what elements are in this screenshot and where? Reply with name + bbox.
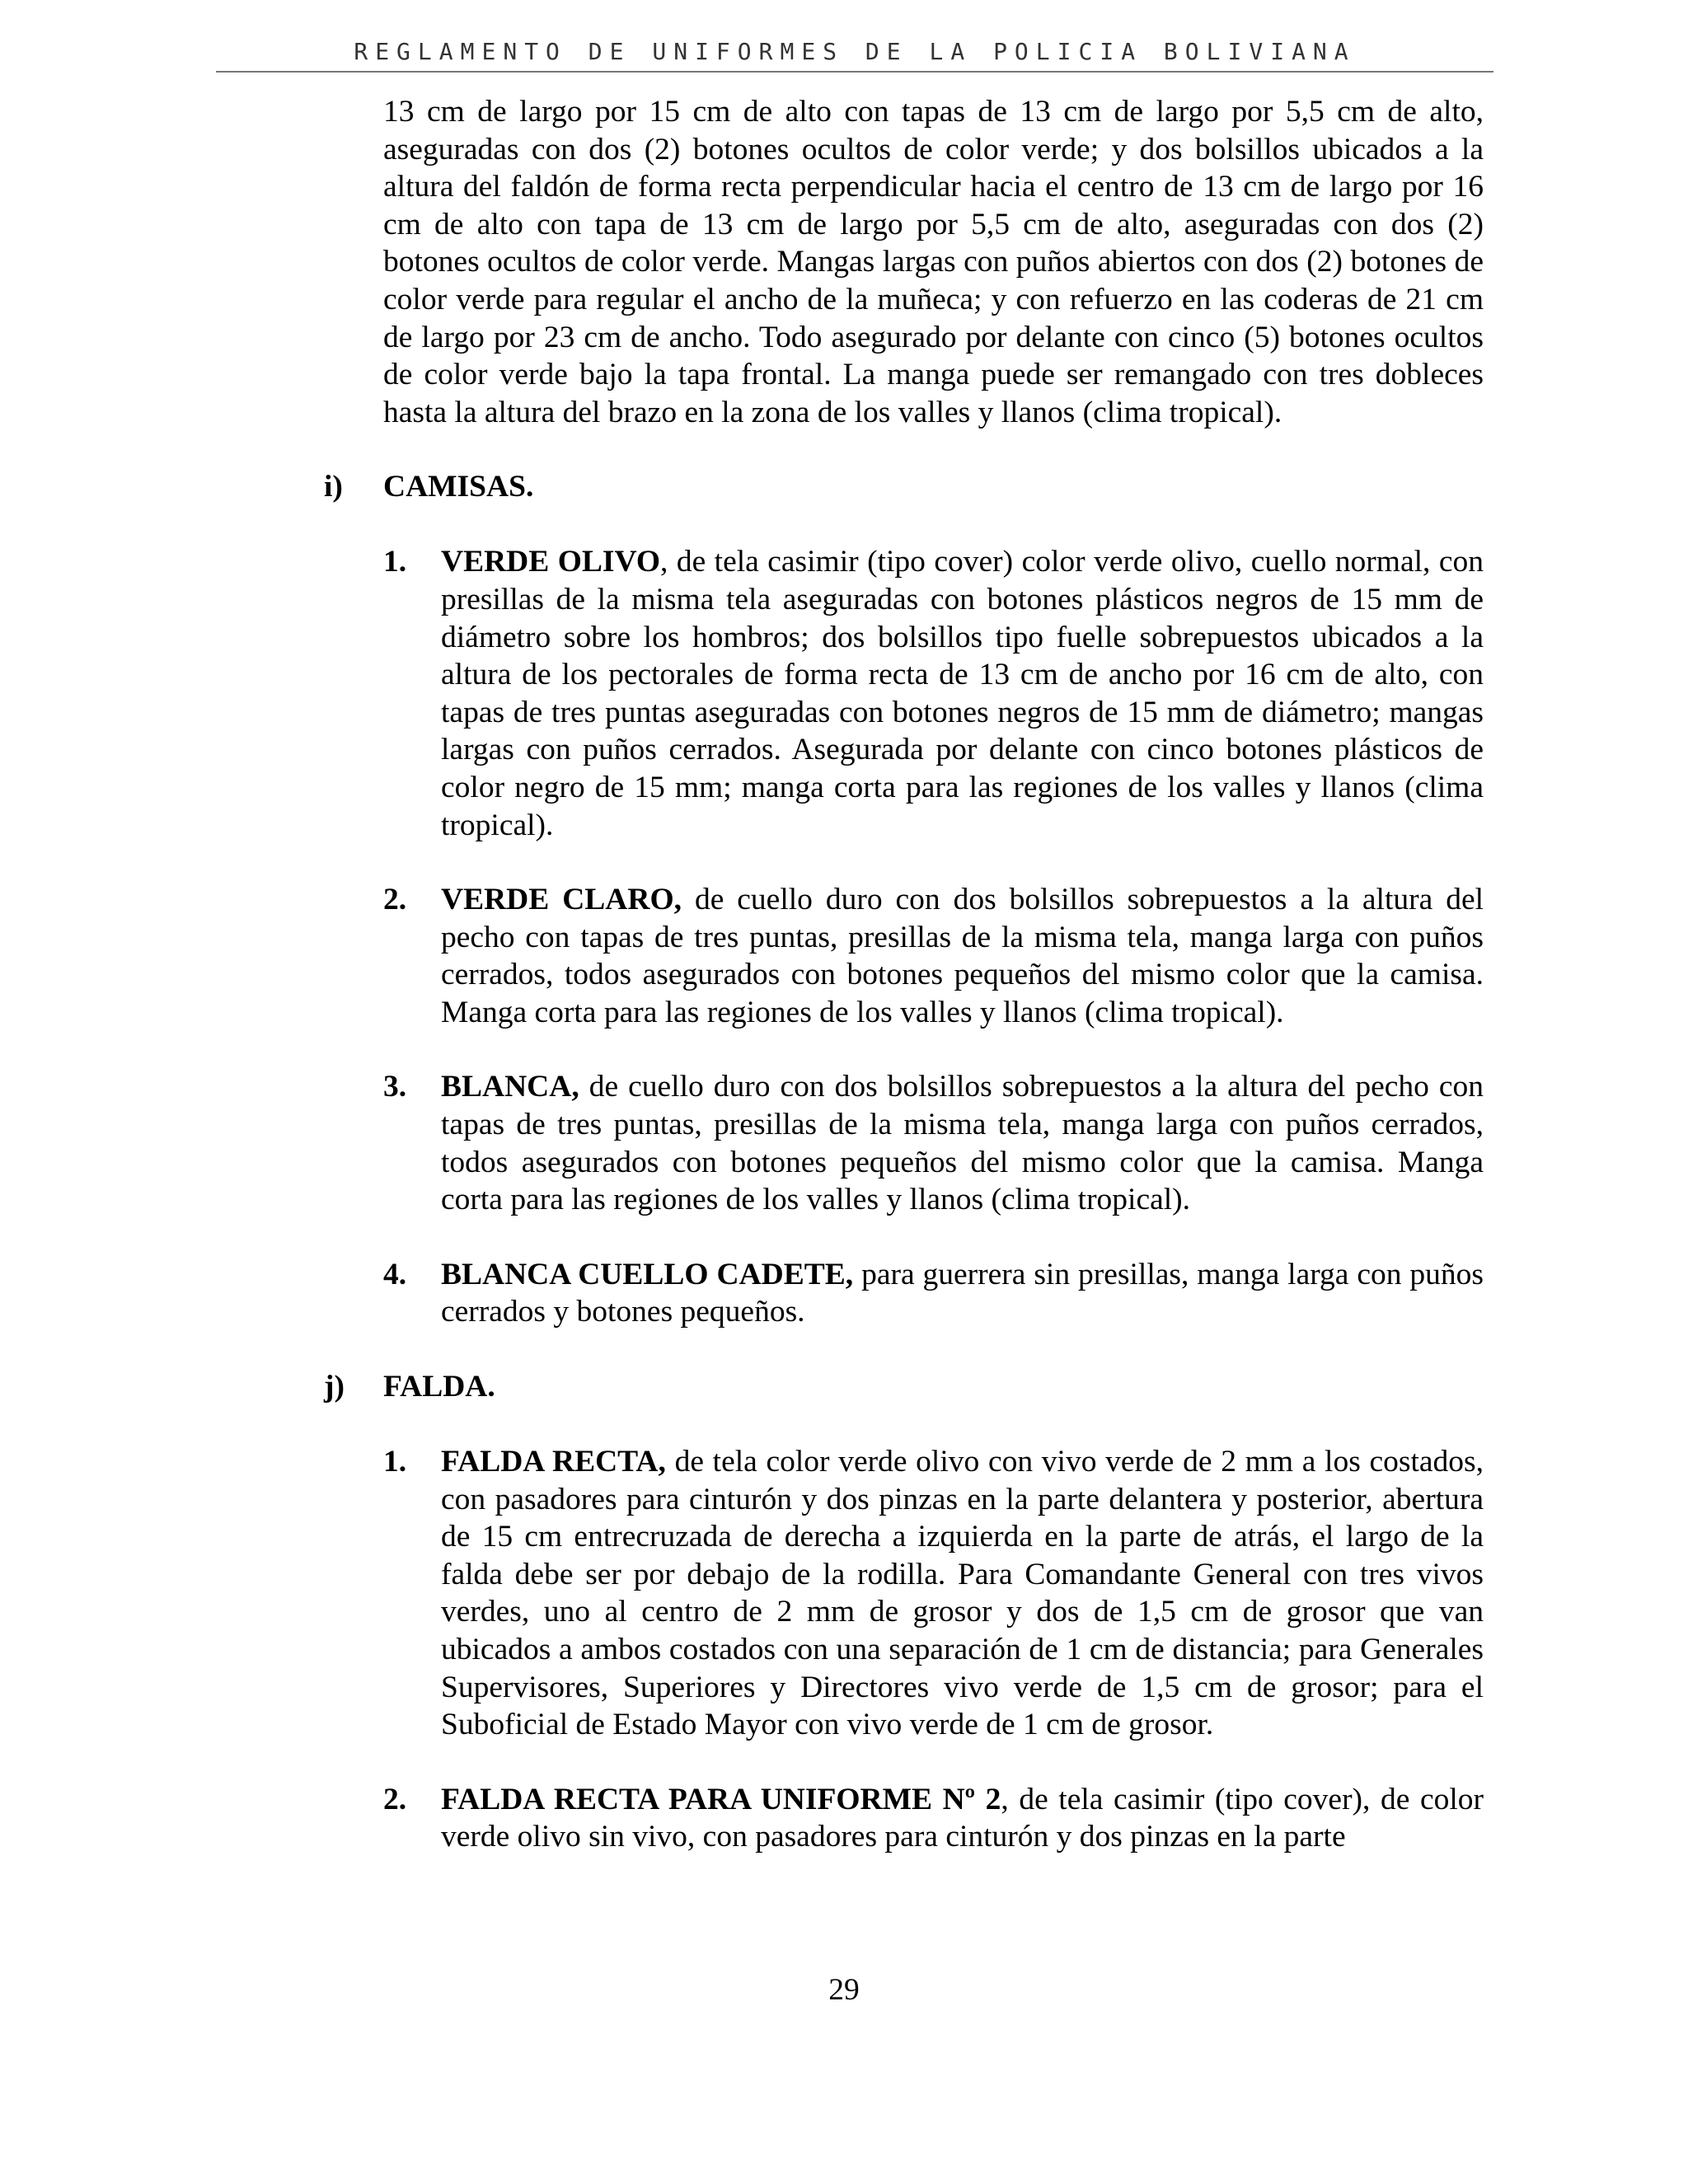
item-body: , de tela casimir (tipo cover), de color verde olivo sin vivo, con pasadores para cinturón y dos pinzas en la parte [441, 1782, 1484, 1854]
document-body [0, 93, 1688, 1856]
header-divider [216, 71, 1493, 73]
section-camisas [0, 468, 1688, 506]
item-text [441, 1443, 1484, 1744]
item-body: de cuello duro con dos bolsillos sobrepuestos a la altura del pecho con tapas de tres puntas, presillas de la misma tela, manga larga con puños cerrados, todos asegurados con botones pequeños del mismo color que la camisa. Manga corta para las regiones de los valles y llanos (clima tropical). [441, 1070, 1484, 1217]
intro-text: 13 cm de largo por 15 cm de alto con tapas de 13 cm de largo por 5,5 cm de alto, aseguradas con dos (2) botones ocultos de color verde; y dos bolsillos ubicados a la altura del faldón de forma recta perpendicular hacia el centro de 13 cm de largo por 16 cm de alto con tapa de 13 cm de largo por 5,5 cm de alto, aseguradas con dos (2) botones ocultos de color verde. Mangas largas con puños abiertos con dos (2) botones de color verde para regular el ancho de la muñeca; y con refuerzo en las coderas de 21 cm de largo por 23 cm de ancho. Todo asegurado por delante con cinco (5) botones ocultos de color verde bajo la tapa frontal. La manga puede ser remangado con tres dobleces hasta la altura del brazo en la zona de los valles y llanos (clima tropical). [383, 95, 1484, 429]
item-number: 2. [383, 1782, 407, 1816]
item-text [441, 1256, 1484, 1331]
item-number: 4. [383, 1257, 407, 1291]
list-item [0, 1068, 1688, 1218]
section-title: CAMISAS. [383, 470, 534, 504]
list-item [0, 1256, 1688, 1331]
item-number: 1. [383, 545, 407, 579]
item-text [441, 881, 1484, 1031]
intro-paragraph [383, 93, 1484, 431]
item-lead: BLANCA, [441, 1070, 579, 1104]
item-body: de cuello duro con dos bolsillos sobrepuestos a la altura del pecho con tapas de tres puntas, presillas de la misma tela, manga larga con puños cerrados, todos asegurados con botones pequeños del mismo color que la camisa. Manga corta para las regiones de los valles y llanos (clima tropical). [441, 883, 1484, 1029]
item-lead: FALDA RECTA PARA UNIFORME Nº 2 [441, 1782, 1001, 1816]
item-lead: BLANCA CUELLO CADETE, [441, 1257, 854, 1291]
section-letter: i) [324, 470, 343, 504]
item-number: 2. [383, 883, 407, 917]
item-lead: VERDE CLARO, [441, 883, 682, 917]
item-text [441, 1068, 1484, 1218]
list-item [0, 881, 1688, 1031]
section-letter: j) [324, 1370, 345, 1404]
running-header: REGLAMENTO DE UNIFORMES DE LA POLICIA BOLIVIANA [354, 38, 1356, 65]
list-item [0, 1781, 1688, 1856]
item-lead: FALDA RECTA, [441, 1445, 666, 1479]
section-falda [0, 1368, 1688, 1406]
section-title: FALDA. [383, 1370, 495, 1404]
page-number: 29 [828, 1973, 860, 2007]
item-body: de tela color verde olivo con vivo verde de 2 mm a los costados, con pasadores para cinturón y dos pinzas en la parte delantera y posterior, abertura de 15 cm entrecruzada de derecha a izquierda en la parte de atrás, el largo de la falda debe ser por debajo de la rodilla. Para Comandante General con tres vivos verdes, uno al centro de 2 mm de grosor y dos de 1,5 cm de grosor que van ubicados a ambos costados con una separación de 1 cm de distancia; para Generales Supervisores, Superiores y Directores vivo verde de 1,5 cm de grosor; para el Suboficial de Estado Mayor con vivo verde de 1 cm de grosor. [441, 1445, 1484, 1742]
list-item [0, 1443, 1688, 1744]
item-number: 1. [383, 1445, 407, 1479]
item-body: para guerrera sin presillas, manga larga con puños cerrados y botones pequeños. [441, 1257, 1484, 1329]
item-text [441, 543, 1484, 844]
item-body: , de tela casimir (tipo cover) color verde olivo, cuello normal, con presillas de la misma tela aseguradas con botones plásticos negros de 15 mm de diámetro sobre los hombros; dos bolsillos tipo fuelle sobrepuestos ubicados a la altura de los pectorales de forma recta de 13 cm de ancho por 16 cm de alto, con tapas de tres puntas aseguradas con botones negros de 15 mm de diámetro; mangas largas con puños cerrados. Asegurada por delante con cinco botones plásticos de color negro de 15 mm; manga corta para las regiones de los valles y llanos (clima tropical). [441, 545, 1484, 842]
item-number: 3. [383, 1070, 407, 1104]
item-lead: VERDE OLIVO [441, 545, 660, 579]
item-text [441, 1781, 1484, 1856]
list-item [0, 543, 1688, 844]
